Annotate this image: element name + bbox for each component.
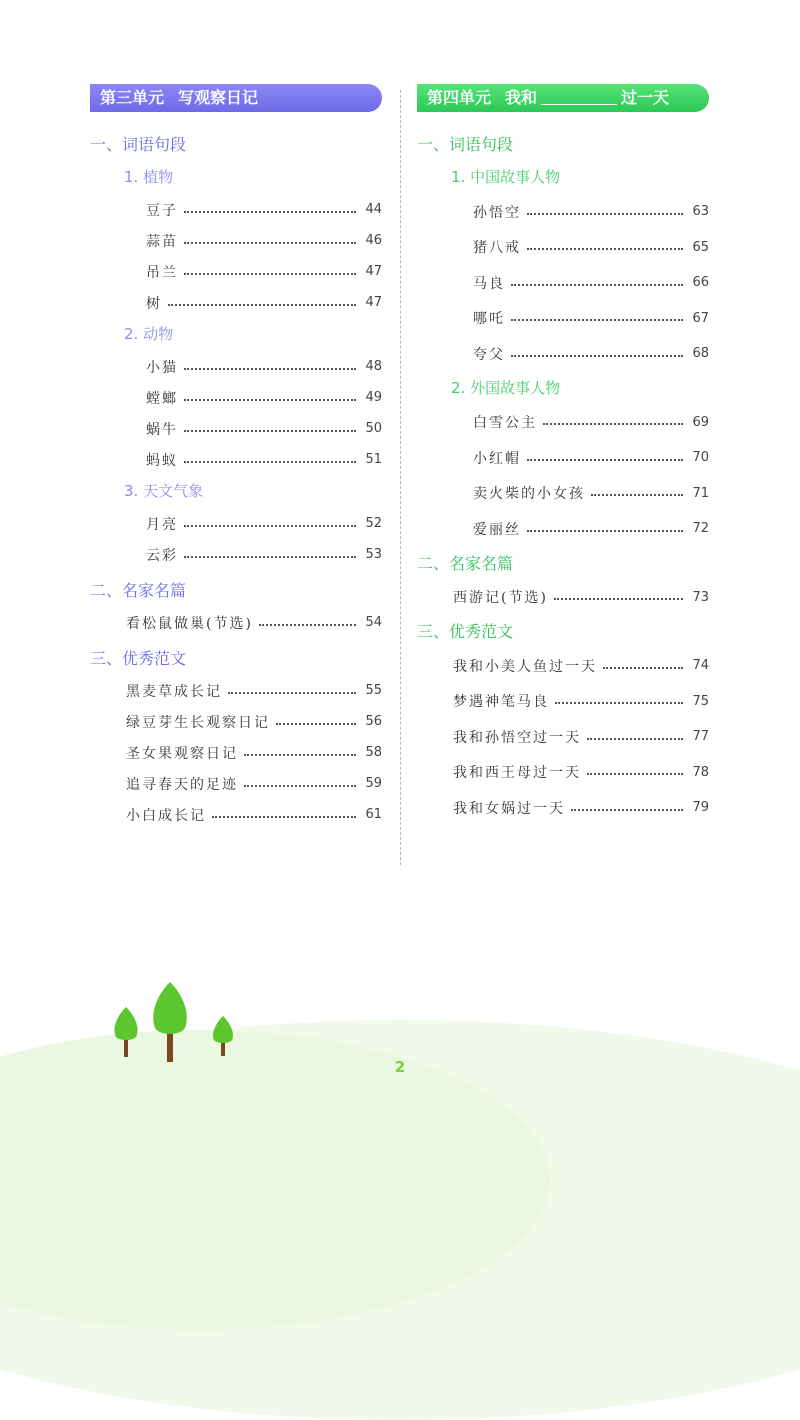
- entry-title: 我和西王母过一天: [453, 765, 581, 782]
- dot-leader: [184, 242, 356, 244]
- entry-title: 梦遇神笔马良: [453, 694, 549, 711]
- entry-title: 孙悟空: [473, 204, 521, 221]
- entry-page-number: 47: [365, 264, 382, 279]
- dot-leader: [184, 368, 356, 370]
- dot-leader: [591, 494, 683, 496]
- entry-page-number: 73: [692, 589, 709, 605]
- entry-page-number: 70: [692, 450, 709, 466]
- entry-page-number: 49: [365, 390, 382, 405]
- toc-entry[interactable]: [417, 719, 709, 755]
- dot-leader: [511, 284, 683, 286]
- entry-title: 哪吒: [473, 311, 505, 328]
- entry-title: 马良: [473, 275, 505, 292]
- entry-page-number: 56: [365, 714, 382, 729]
- entry-page-number: 58: [365, 745, 382, 760]
- dot-leader: [587, 738, 683, 740]
- entry-page-number: 46: [365, 233, 382, 248]
- toc-entry[interactable]: [90, 706, 382, 737]
- entry-title: 小猫: [146, 359, 178, 376]
- dot-leader: [184, 556, 356, 558]
- entry-title: 我和孙悟空过一天: [453, 729, 581, 746]
- entry-page-number: 68: [692, 346, 709, 362]
- dot-leader: [571, 809, 683, 811]
- entry-title: 白雪公主: [473, 415, 537, 432]
- dot-leader: [168, 304, 356, 306]
- subsection-heading: 3. 天文气象: [124, 482, 204, 500]
- dot-leader: [527, 459, 683, 461]
- toc-entry[interactable]: [417, 265, 709, 301]
- entry-page-number: 74: [692, 658, 709, 674]
- toc-entry[interactable]: [417, 684, 709, 720]
- dot-leader: [244, 785, 356, 787]
- toc-entry[interactable]: [417, 580, 709, 616]
- section-heading: 二、名家名篇: [417, 553, 514, 573]
- entry-title: 月亮: [146, 516, 178, 533]
- subsection-heading: 1. 植物: [124, 168, 174, 186]
- toc-entry[interactable]: [90, 194, 382, 225]
- entry-page-number: 54: [365, 615, 382, 630]
- toc-entry[interactable]: [417, 790, 709, 826]
- entry-page-number: 77: [692, 729, 709, 745]
- subsection-heading: 1. 中国故事人物: [451, 168, 561, 186]
- dot-leader: [184, 399, 356, 401]
- dot-leader: [527, 248, 683, 250]
- dot-leader: [527, 530, 683, 532]
- entry-title: 爱丽丝: [473, 521, 521, 538]
- entry-page-number: 63: [692, 204, 709, 220]
- entry-page-number: 53: [365, 547, 382, 562]
- toc-entry[interactable]: [90, 675, 382, 706]
- entry-page-number: 51: [365, 452, 382, 467]
- entry-title: 云彩: [146, 547, 178, 564]
- section-heading: 一、词语句段: [90, 135, 187, 154]
- column-divider: [400, 90, 401, 865]
- toc-entry[interactable]: [417, 440, 709, 476]
- entry-title: 豆子: [146, 202, 178, 219]
- dot-leader: [587, 773, 683, 775]
- entry-title: 绿豆芽生长观察日记: [126, 714, 270, 731]
- entry-title: 夸父: [473, 346, 505, 363]
- dot-leader: [511, 319, 683, 321]
- entry-page-number: 50: [365, 421, 382, 436]
- entry-page-number: 69: [692, 414, 709, 430]
- tree-crown: [153, 982, 186, 1034]
- toc-entry[interactable]: [417, 194, 709, 230]
- unit-3-banner: [90, 84, 382, 112]
- toc-entry[interactable]: [90, 607, 382, 638]
- entry-title: 小白成长记: [126, 807, 206, 824]
- large-tree-icon: [150, 980, 190, 1062]
- entry-title: 看松鼠做巢(节选): [126, 615, 253, 632]
- entry-page-number: 72: [692, 521, 709, 537]
- unit-4-banner: [417, 84, 709, 112]
- dot-leader: [184, 430, 356, 432]
- entry-title: 猪八戒: [473, 240, 521, 257]
- unit-4-toc-body: [417, 128, 709, 826]
- tree-crown: [213, 1016, 233, 1043]
- toc-entry[interactable]: [417, 405, 709, 441]
- section-heading: 二、名家名篇: [90, 581, 187, 600]
- entry-page-number: 44: [365, 202, 382, 217]
- dot-leader: [555, 702, 683, 704]
- entry-title: 圣女果观察日记: [126, 745, 238, 762]
- entry-page-number: 47: [365, 295, 382, 310]
- tree-crown: [114, 1007, 137, 1040]
- toc-entry[interactable]: [417, 648, 709, 684]
- toc-entry[interactable]: [417, 755, 709, 791]
- toc-entry[interactable]: [90, 768, 382, 799]
- toc-entry[interactable]: [417, 230, 709, 266]
- small-tree-icon: [112, 1005, 140, 1057]
- entry-title: 吊兰: [146, 264, 178, 281]
- entry-page-number: 66: [692, 275, 709, 291]
- unit-3-toc: [90, 84, 382, 830]
- toc-entry[interactable]: [90, 413, 382, 444]
- dot-leader: [244, 754, 356, 756]
- toc-entry[interactable]: [90, 256, 382, 287]
- toc-entry[interactable]: [417, 511, 709, 547]
- toc-entry[interactable]: [90, 737, 382, 768]
- entry-title: 树: [146, 295, 162, 312]
- dot-leader: [554, 598, 683, 600]
- entry-page-number: 75: [692, 693, 709, 709]
- unit-4-label: 第四单元: [427, 88, 492, 107]
- toc-entry[interactable]: [90, 444, 382, 475]
- entry-title: 蚂蚁: [146, 452, 178, 469]
- entry-page-number: 79: [692, 800, 709, 816]
- title-blank-line: [541, 88, 617, 105]
- toc-entry[interactable]: [417, 476, 709, 512]
- entry-page-number: 71: [692, 485, 709, 501]
- dot-leader: [276, 723, 356, 725]
- section-heading: 三、优秀范文: [417, 622, 514, 641]
- entry-title: 西游记(节选): [453, 590, 548, 607]
- toc-entry[interactable]: [90, 351, 382, 382]
- entry-title: 我和小美人鱼过一天: [453, 658, 597, 675]
- entry-page-number: 52: [365, 516, 382, 531]
- toc-entry[interactable]: [90, 287, 382, 318]
- dot-leader: [184, 273, 356, 275]
- section-heading: 三、优秀范文: [90, 649, 187, 668]
- tiny-tree-icon: [211, 1014, 235, 1056]
- toc-entry[interactable]: [90, 508, 382, 539]
- dot-leader: [603, 667, 683, 669]
- subsection-heading: 2. 动物: [124, 325, 174, 343]
- entry-title: 蜗牛: [146, 421, 178, 438]
- entry-title: 我和女娲过一天: [453, 800, 565, 817]
- entry-page-number: 55: [365, 683, 382, 698]
- dot-leader: [511, 355, 683, 357]
- entry-page-number: 65: [692, 239, 709, 255]
- dot-leader: [527, 213, 683, 215]
- dot-leader: [184, 461, 356, 463]
- entry-title: 蒜苗: [146, 233, 178, 250]
- entry-page-number: 61: [365, 807, 382, 822]
- subsection-heading: 2. 外国故事人物: [451, 378, 561, 397]
- entry-page-number: 78: [692, 764, 709, 780]
- entry-title: 小红帽: [473, 450, 521, 467]
- entry-page-number: 48: [365, 359, 382, 374]
- entry-page-number: 67: [692, 310, 709, 326]
- entry-title: 卖火柴的小女孩: [473, 486, 585, 503]
- dot-leader: [543, 423, 683, 425]
- unit-3-toc-body: [90, 128, 382, 830]
- unit-3-label: 第三单元: [100, 88, 165, 107]
- dot-leader: [184, 211, 356, 213]
- dot-leader: [212, 816, 356, 818]
- toc-entry[interactable]: [417, 301, 709, 337]
- entry-title: 追寻春天的足迹: [126, 776, 238, 793]
- toc-entry[interactable]: [90, 799, 382, 830]
- entry-title: 螳螂: [146, 390, 178, 407]
- toc-entry[interactable]: [90, 539, 382, 570]
- section-heading: 一、词语句段: [417, 135, 514, 154]
- page-number: 2: [394, 1058, 406, 1076]
- dot-leader: [184, 525, 356, 527]
- unit-4-title-after: 过一天: [621, 88, 670, 107]
- toc-entry[interactable]: [90, 225, 382, 256]
- unit-4-title-before: 我和: [505, 88, 538, 107]
- dot-leader: [259, 624, 356, 626]
- entry-page-number: 59: [365, 776, 382, 791]
- entry-title: 黑麦草成长记: [126, 683, 222, 700]
- unit-3-title: 写观察日记: [178, 88, 259, 107]
- toc-entry[interactable]: [417, 336, 709, 372]
- unit-4-toc: [417, 84, 709, 826]
- dot-leader: [228, 692, 356, 694]
- toc-entry[interactable]: [90, 382, 382, 413]
